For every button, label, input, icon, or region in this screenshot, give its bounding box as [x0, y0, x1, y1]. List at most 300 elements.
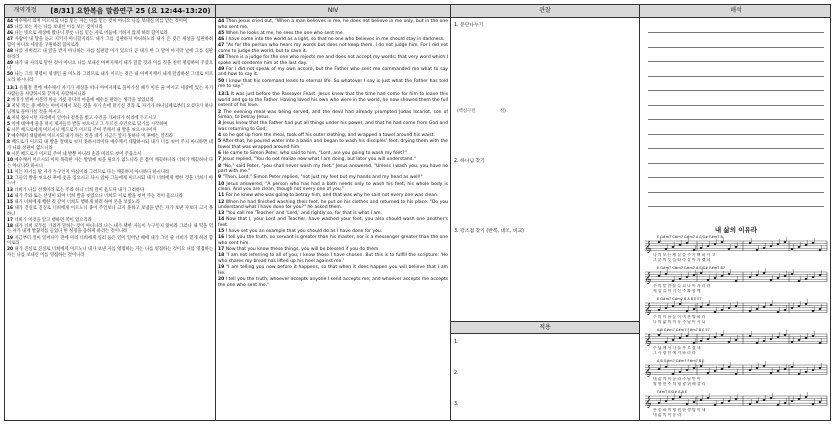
- note-head: [763, 365, 766, 367]
- verse: [7, 152, 213, 158]
- note-head: [679, 396, 682, 398]
- verse-number: 10: [7, 158, 13, 164]
- note-head: [735, 246, 738, 248]
- writing-line: [648, 105, 824, 106]
- note-head: [798, 246, 801, 248]
- verse-text: 이에 대야에 물을 떠서 제자들의 발을 씻으시고 그 두르신 수건으로 닦기를 시작하여: [10, 121, 168, 127]
- treble-clef-icon: 𝄞: [645, 241, 652, 253]
- note-head: [714, 277, 717, 279]
- verse-number: 11: [7, 169, 13, 175]
- verse-text: 시몬 베드로가 이르되 주여 내 발뿐 아니라 손과 머리도 씻어 주옵소서: [10, 151, 142, 157]
- verse: [7, 170, 213, 176]
- verse-number: 9: [218, 175, 222, 181]
- note-head: [700, 272, 703, 274]
- verse-text: Jesus replied, "You do not realize now what I am doing, but later you will understand.": [221, 157, 416, 163]
- verse: [7, 19, 213, 25]
- staff-line: [643, 360, 829, 390]
- verse-text: I have set you an example that you should do as I have done for you.: [224, 229, 383, 235]
- verse-text: "I am not referring to all of you; I know those I have chosen. But this is to fulfill the scripture: 'He who shares my bread has lifted up his heel against me.': [218, 253, 448, 264]
- note-head: [798, 305, 801, 307]
- verse-text: 지금부터 일이 일어나기 전에 미리 너희에게 일러 둠은 일이 일어날 때에 내가 그인 줄 너희가 믿게 하려 함이로라: [7, 235, 213, 247]
- verse-text: I tell you the truth, no servant is greater than his master, nor is a messenger greater than the one who sent him.: [218, 235, 448, 247]
- treble-clef-icon: 𝄞: [645, 334, 652, 346]
- note-head: [679, 371, 682, 373]
- verse: [218, 92, 448, 109]
- note-head: [763, 399, 766, 401]
- verse-number: 44: [218, 19, 225, 24]
- note-head: [672, 339, 675, 341]
- note-head: [749, 310, 752, 312]
- chord-symbols: E G#m7 C#m7 G#m7 A E/G# F#m7 B7: [657, 266, 726, 270]
- apply-item-3: 3.: [454, 402, 459, 407]
- note-head: [805, 278, 808, 280]
- verse: [7, 37, 213, 48]
- note-head: [672, 305, 675, 307]
- note-head: [728, 400, 731, 402]
- verse-number: 18: [218, 253, 225, 259]
- note-head: [693, 249, 696, 251]
- label-revised-version: 개역개정: [13, 7, 37, 14]
- verse: [7, 61, 213, 72]
- note-head: [707, 338, 710, 340]
- verse-text: Then Jesus cried out, "When a man believes in me, he does not believe in me only, but in the one who sent me.: [218, 19, 448, 30]
- note-head: [679, 303, 682, 305]
- verse-text: so he got up from the meal, took off his outer clothing, and wrapped a towel around his waist.: [221, 133, 435, 139]
- verse-number: 5: [7, 121, 10, 127]
- note-head: [770, 279, 773, 281]
- writing-line: [648, 47, 824, 48]
- writing-line: [648, 119, 824, 120]
- note-head: [770, 397, 773, 399]
- verse-number: 20: [7, 247, 13, 253]
- note-head: [819, 342, 822, 344]
- lyric-line: 주 의 말 씀 붙 들 고 나 아 가 리 라: [653, 284, 711, 288]
- treble-clef-icon: 𝄞: [645, 303, 652, 315]
- note-head: [756, 308, 759, 310]
- verse-number: 18: [7, 223, 13, 229]
- verse-number: 50: [7, 72, 13, 78]
- apply-heading: 적용: [451, 321, 639, 334]
- verse-number: 12: [7, 175, 13, 181]
- note-head: [763, 247, 766, 249]
- verse-text: For he knew who was going to betray him, and that was why he said not every one was clean.: [224, 193, 439, 199]
- note-head: [672, 246, 675, 248]
- note-head: [791, 400, 794, 402]
- verse-text: I know that his command leads to eternal life. So whatever I say is just what the Father has told me to say.": [218, 78, 448, 90]
- note-head: [665, 307, 668, 309]
- verse: [7, 134, 213, 140]
- note-head: [749, 242, 752, 244]
- note-head: [763, 272, 766, 274]
- verse: [218, 55, 448, 66]
- writing-line: [648, 76, 824, 77]
- note-head: [805, 396, 808, 398]
- verse: [7, 206, 213, 217]
- verse-number: 4: [218, 133, 222, 139]
- lyric-line: 세 상 을 이 기 신 주 와 함 께: [653, 288, 701, 293]
- note-head: [721, 402, 724, 404]
- lyric-line: 주 님 께 서 나 를 부 르 셨 네: [653, 346, 701, 350]
- staff-line: [643, 391, 829, 420]
- verse: [7, 218, 213, 224]
- verse-text: After that, he poured water into a basin and began to wash his disciples' feet, drying them with the towel that was wrapped around him.: [218, 139, 448, 150]
- staff-line: [643, 267, 829, 297]
- verse-text: "Then, Lord," Simon Peter replied, "not just my feet but my hands and my head as well!": [221, 175, 423, 181]
- note-head: [700, 365, 703, 367]
- lyric-line: 그 분 의 뜻 을 따 라 살 아 가 겠 네: [653, 257, 711, 262]
- note-head: [777, 370, 780, 372]
- note-head: [805, 303, 808, 305]
- note-head: [812, 403, 815, 405]
- note-head: [728, 341, 731, 343]
- writing-line: [648, 61, 824, 62]
- note-head: [798, 280, 801, 282]
- note-head: [756, 401, 759, 403]
- verse: [7, 104, 213, 115]
- note-head: [770, 245, 773, 247]
- verse-text: 베드로가 이르되 내 발을 절대로 씻지 못하시리이다 예수께서 대답하시되 내가 너를 씻어 주지 아니하면 네가 나와 상관이 없느니라: [7, 140, 213, 151]
- verse-number: 3: [7, 104, 10, 109]
- verse-number: 16: [7, 206, 13, 212]
- verse-text: 예수께서 대답하여 이르시되 내가 하는 것을 네가 지금은 알지 못하나 이 후에는 알리라: [10, 134, 174, 140]
- verse-number: 14: [218, 217, 225, 223]
- note-head: [707, 304, 710, 306]
- verse: [218, 247, 448, 253]
- verse-number: 8: [7, 140, 10, 146]
- verse: [7, 224, 213, 235]
- chord-symbols: A B G#m7 C#m7 F#m7 B E E7: [657, 328, 710, 332]
- verse-text: "No," said Peter, "you shall never wash my feet." Jesus answered, "Unless I wash you, you have no part with me.": [218, 163, 448, 175]
- verse-text: 이는 자기를 팔 자가 누구인지 아심이라 그러므로 다는 깨끗하지 아니하다 하시니라: [12, 169, 170, 175]
- verse: [7, 116, 213, 122]
- page-title: [8/31] 요한복음 말씀연구 25 (요 12:44-13:20): [50, 7, 211, 15]
- note-head: [686, 335, 689, 337]
- verse: [7, 98, 213, 104]
- verse-number: 15: [218, 229, 225, 235]
- verse-text: For I did not speak of my own accord, but the Father who sent me commanded me what to say and how to say it.: [218, 66, 448, 78]
- verse-number: 13: [218, 211, 225, 217]
- note-head: [658, 275, 661, 277]
- note-head: [693, 367, 696, 369]
- chord-symbols: F#m7 E/G# A B E: [657, 390, 688, 394]
- verse-number: 16: [218, 235, 225, 241]
- verse-text: Jesus knew that the Father had put all things under his power, and that he had come from God and was returning to God;: [218, 121, 448, 133]
- verse: [7, 158, 213, 169]
- verse: [218, 110, 448, 121]
- lyric-line: 내 삶 의 이 유 라 주 님 만 이: [653, 377, 701, 381]
- verse: [218, 277, 448, 288]
- note-head: [707, 397, 710, 399]
- verse-text: The evening meal was being served, and the devil had already prompted Judas Iscariot, son of Simon, to betray Jesus.: [218, 109, 448, 121]
- apply-item-1: 1.: [454, 340, 459, 345]
- verse: [218, 139, 448, 150]
- note-head: [735, 280, 738, 282]
- verse-number: 14: [7, 193, 13, 199]
- writing-line: [648, 163, 824, 164]
- note-head: [735, 398, 738, 400]
- note-head: [728, 273, 731, 275]
- verse-number: 5: [218, 139, 222, 145]
- note-head: [791, 366, 794, 368]
- verse: [218, 235, 448, 246]
- verse-text: 시몬 베드로에게 이르시니 베드로가 이르되 주여 주께서 내 발을 씻으시나이까: [10, 127, 157, 133]
- staff-line: [643, 298, 829, 328]
- verse: [218, 133, 448, 139]
- verse: [7, 200, 213, 206]
- staff-line: [643, 236, 829, 266]
- verse-text: It was just before the Passover Feast. Jesus knew that the time had come for him to leave this world and go to the Father. Having loved his own who were in the world, he now showed them the full extent of his love.: [218, 92, 448, 109]
- verse-number: 6: [218, 151, 222, 157]
- verse: [218, 151, 448, 157]
- verse: [7, 72, 213, 83]
- verse-text: 사람이 내 말을 듣고 지키지 아니할지라도 내가 그를 심판하지 아니하노라 내가 온 것은 세상을 심판하려 함이 아니요 세상을 구원하려 함이로라: [7, 37, 213, 48]
- verse-number: 7: [218, 157, 222, 163]
- note-head: [735, 339, 738, 341]
- note-head: [665, 248, 668, 250]
- writing-line: [648, 32, 824, 33]
- note-head: [812, 276, 815, 278]
- verse: [218, 121, 448, 132]
- lyric-line: 영 원 한 주 의 영 광 위 해 살 리: [653, 381, 706, 386]
- lyric-line: 주 의 이 름 높 이 며 찬 양 하 리: [653, 315, 706, 319]
- verse-number: 17: [7, 217, 13, 223]
- verse-number: 15: [7, 199, 13, 205]
- verse-text: 나를 보는 자는 나를 보내신 이를 보는 것이니라: [12, 25, 103, 31]
- note-head: [777, 243, 780, 245]
- note-head: [721, 309, 724, 311]
- verse-text: 저녁 먹는 중 예수는 아버지께서 모든 것을 자기 손에 맡기신 것과 또 자기가 하나님께로부터 오셨다가 하나님께로 돌아가실 것을 아시고: [7, 104, 213, 115]
- note-head: [735, 373, 738, 375]
- note-head: [756, 367, 759, 369]
- note-head: [721, 275, 724, 277]
- note-head: [812, 242, 815, 244]
- note-head: [728, 307, 731, 309]
- note-head: [756, 342, 759, 344]
- note-head: [658, 309, 661, 311]
- observe-q-find-god: 2. 하나님 찾기: [454, 159, 485, 164]
- verse-text: 내가 너희에게 행한 것 같이 너희도 행하게 하려 하여 본을 보였노라: [12, 199, 141, 205]
- note-head: [784, 368, 787, 370]
- note-head: [686, 369, 689, 371]
- note-head: [728, 248, 731, 250]
- note-head: [658, 402, 661, 404]
- note-head: [721, 368, 724, 370]
- note-head: [672, 280, 675, 282]
- korean-text-column: [5, 18, 215, 420]
- note-head: [777, 277, 780, 279]
- note-head: [721, 241, 724, 243]
- treble-clef-icon: 𝄞: [645, 272, 652, 284]
- note-head: [798, 398, 801, 400]
- verse-number: 50: [218, 78, 225, 84]
- note-head: [693, 401, 696, 403]
- note-head: [665, 400, 668, 402]
- verse-number: 2: [218, 109, 222, 115]
- note-head: [665, 273, 668, 275]
- verse-number: 12: [218, 199, 225, 205]
- interpretation-column: [640, 18, 832, 420]
- verse-number: 8: [218, 163, 222, 169]
- verse-text: He came to Simon Peter, who said to him, "Lord, are you going to wash my feet?": [221, 151, 407, 157]
- verse-number: 3: [218, 121, 222, 127]
- study-sheet: [4, 4, 831, 421]
- note-head: [735, 305, 738, 307]
- song-sheet: [643, 226, 829, 420]
- note-head: [791, 273, 794, 275]
- verse-number: 13: [7, 187, 13, 193]
- verse: [218, 175, 448, 181]
- verse-number: 47: [218, 43, 225, 49]
- verse-number: 47: [7, 37, 13, 43]
- verse-number: 9: [7, 151, 10, 157]
- note-head: [700, 247, 703, 249]
- verse-text: 내가 진실로 진실로 너희에게 이르노니 종이 주인보다 크지 못하고 보냄을 받은 자가 보낸 자보다 크지 못하니: [7, 206, 213, 217]
- note-head: [819, 401, 822, 403]
- note-head: [819, 367, 822, 369]
- treble-clef-icon: 𝄞: [645, 396, 652, 408]
- note-head: [784, 275, 787, 277]
- verse-number: 10: [218, 181, 225, 187]
- verse: [218, 217, 448, 228]
- verse-number: 11: [218, 193, 225, 199]
- verse-text: Now that I, your Lord and Teacher, have washed your feet, you also should wash one another's feet.: [218, 217, 448, 229]
- observe-q-emphasis: 3. 강조점 찾기 (반복, 대조, 비교): [454, 229, 524, 234]
- verse-number: 6: [7, 127, 10, 133]
- verse-text: "You call me 'Teacher' and 'Lord,' and rightly so, for that is what I am.: [224, 211, 382, 217]
- verse-text: 너희가 나를 선생이라 또는 주라 하니 너희 말이 옳도다 내가 그러하다: [12, 187, 145, 193]
- verse-text: There is a judge for the one who rejects me and does not accept my words; that very word which I spoke will condemn him at the last day.: [218, 54, 448, 66]
- note-head: [791, 307, 794, 309]
- verse: [218, 31, 448, 37]
- note-head: [658, 241, 661, 243]
- verse: [218, 37, 448, 43]
- note-head: [693, 342, 696, 344]
- label-interpret: 해석: [730, 7, 742, 14]
- note-head: [812, 335, 815, 337]
- note-head: [805, 337, 808, 339]
- note-head: [798, 339, 801, 341]
- verse-text: 예수께서 이르시되 이미 목욕한 자는 발밖에 씻을 필요가 없느니라 온 몸이 깨끗하니라 너희가 깨끗하나 다는 아니니라 하시니: [7, 158, 213, 169]
- verse-text: Jesus answered, "A person who has had a bath needs only to wash his feet; his whole body is clean. And you are clean, though not every one of you.": [218, 181, 448, 193]
- verse-text: 너희가 이것을 알고 행하면 복이 있으리라: [12, 217, 92, 223]
- note-head: [679, 244, 682, 246]
- verse-number: 20: [218, 276, 225, 282]
- verse: [218, 265, 448, 276]
- verse-number: 49: [218, 66, 225, 72]
- note-head: [770, 304, 773, 306]
- note-head: [700, 399, 703, 401]
- chord-symbols: E G#m7 C#m7 G#m7 A E/G# F#m7 B: [657, 235, 723, 239]
- note-head: [749, 335, 752, 337]
- note-head: [812, 310, 815, 312]
- note-head: [819, 274, 822, 276]
- note-head: [784, 309, 787, 311]
- note-head: [749, 369, 752, 371]
- note-head: [686, 403, 689, 405]
- verse-number: 48: [7, 49, 13, 55]
- note-head: [784, 334, 787, 336]
- note-head: [791, 248, 794, 250]
- verse: [7, 86, 213, 97]
- verse-text: 나는 빛으로 세상에 왔나니 무릇 나를 믿는 자로 어둠에 거하지 않게 하려 함이로라: [12, 31, 168, 37]
- verse-text: 나를 저버리고 내 말을 받지 아니하는 자를 심판할 이가 있으니 곧 내가 한 그 말이 마지막 날에 그를 심판하리라: [7, 49, 213, 60]
- verse-text: "I am telling you now before it happens, so that when it does happen you will believe that I am He.: [218, 265, 448, 276]
- verse: [218, 67, 448, 78]
- verse-text: Now that you know these things, you will be blessed if you do them.: [224, 247, 380, 253]
- lyric-line: 찬 송 하 며 영 원 한 생 명 이 네: [653, 408, 706, 412]
- verse: [218, 157, 448, 163]
- note-head: [693, 308, 696, 310]
- note-head: [770, 372, 773, 374]
- verse-number: 19: [7, 235, 13, 241]
- verse-text: 유월절 전에 예수께서 자기가 세상을 떠나 아버지께로 돌아가실 때가 이른 줄 아시고 세상에 있는 자기 사람들을 사랑하시되 끝까지 사랑하시니라: [7, 86, 213, 97]
- verse-text: 그들의 발을 씻으신 후에 옷을 입으시고 다시 앉아 그들에게 이르시되 내가 너희에게 행한 것을 너희가 아느냐: [7, 175, 213, 187]
- verse: [7, 25, 213, 31]
- verse-number: 49: [7, 60, 13, 66]
- header-bar: [5, 5, 830, 18]
- note-head: [721, 334, 724, 336]
- verse: [7, 49, 213, 60]
- staff-list: [643, 236, 829, 420]
- verse: [218, 19, 448, 30]
- verse: [7, 188, 213, 194]
- note-head: [777, 336, 780, 338]
- note-head: [749, 403, 752, 405]
- verse-number: 46: [7, 31, 13, 37]
- note-head: [672, 398, 675, 400]
- note-head: [756, 249, 759, 251]
- verse: [7, 247, 213, 258]
- writing-line: [648, 177, 824, 178]
- chord-symbols: E G#m7 C#m7 B A B E E7: [657, 297, 702, 301]
- note-head: [819, 249, 822, 251]
- note-head: [791, 341, 794, 343]
- note-head: [714, 370, 717, 372]
- staff-line: [643, 329, 829, 359]
- note-head: [763, 306, 766, 308]
- note-head: [707, 372, 710, 374]
- verse: [218, 43, 448, 54]
- lyric-line: 그 사 랑 안 에 거 하 리 라: [653, 350, 696, 355]
- note-head: [700, 340, 703, 342]
- note-head: [672, 373, 675, 375]
- verse-text: 내가 내 자의로 말한 것이 아니요 나를 보내신 아버지께서 내가 말할 것과 이를 것을 친히 명령하여 주셨으니: [7, 60, 213, 72]
- observation-column: [451, 18, 639, 420]
- verse-number: 2: [7, 97, 10, 103]
- key-verse-close: 절): [500, 109, 506, 114]
- note-head: [686, 310, 689, 312]
- note-head: [707, 245, 710, 247]
- note-head: [777, 404, 780, 406]
- note-head: [693, 274, 696, 276]
- verse: [7, 176, 213, 187]
- lyric-line: 내 삶 의 이 유 라: [653, 412, 682, 417]
- note-head: [805, 371, 808, 373]
- note-head: [784, 241, 787, 243]
- observe-q-paragraph: 1. 문단나누기: [454, 23, 484, 28]
- writing-line: [648, 90, 824, 91]
- verse-text: "As for the person who hears my words but does not keep them, I do not judge him. For I did not come to judge the world, but to save it.: [218, 43, 448, 54]
- writing-line: [648, 134, 824, 135]
- note-head: [686, 242, 689, 244]
- verse: [218, 229, 448, 235]
- note-head: [763, 340, 766, 342]
- writing-line: [648, 206, 824, 207]
- niv-text-column: [216, 18, 450, 420]
- note-head: [679, 337, 682, 339]
- verse: [218, 79, 448, 90]
- note-head: [714, 311, 717, 313]
